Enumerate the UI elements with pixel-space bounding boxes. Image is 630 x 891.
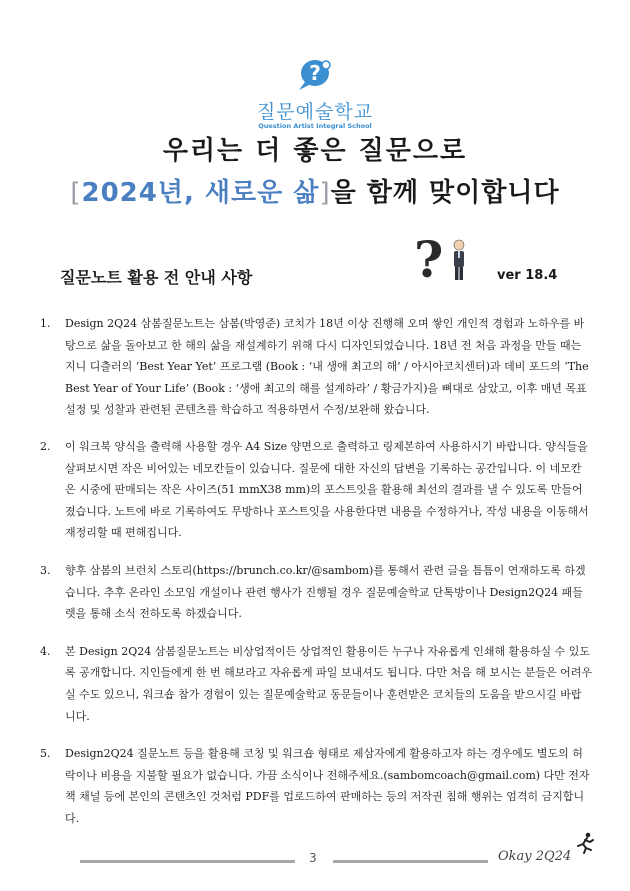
item-text: 향후 삼봄의 브런치 스토리(https://brunch.co.kr/@sambom)를 통해서 관련 글을 틈틈이 연재하도록 하겠습니다. 추후 온라인 소모임 개설이나 관련 행사가 진행될 경우 질문예술학교 단톡방이나 Design2Q24 패들렛을 통해 소식 전하도록 하겠습니다. bbox=[65, 563, 586, 621]
headline-line-2 bbox=[0, 172, 630, 209]
question-bubble-logo-icon bbox=[295, 58, 335, 96]
footer-divider-left bbox=[80, 860, 295, 863]
headline-highlight: 2024년, 새로운 삶 bbox=[81, 178, 320, 208]
headline-rest: 을 함께 맞이합니다 bbox=[330, 178, 560, 208]
guide-title: 질문노트 활용 전 안내 사항 bbox=[60, 268, 253, 287]
svg-text:?: ? bbox=[309, 61, 321, 85]
bracket-open: [ bbox=[70, 178, 82, 208]
item-text: Design2Q24 질문노트 등을 활용해 코칭 및 워크숍 형태로 제삼자에게 활용하고자 하는 경우에도 별도의 허락이나 비용을 지불할 필요가 없습니다. 가끔 소식이나 전해주세요.(sambomcoach@gmail.com) 다만 전자책 채널 등에 본인의 콘텐츠인 것처럼 PDF를 업로드하여 판매하는 등의 저작권 침해 행위는 엄격히 금지합니다. bbox=[65, 747, 590, 825]
guide-list bbox=[40, 313, 592, 829]
headline-line-1: 우리는 더 좋은 질문으로 bbox=[162, 136, 468, 166]
item-text: 이 워크북 양식을 출력해 사용할 경우 A4 Size 양면으로 출력하고 링제본하여 사용하시기 바랍니다. 양식들을 살펴보시면 작은 비어있는 네모칸들이 있습니다. 질문에 대한 자신의 답변을 기록하는 공간입니다. 이 네모칸은 시중에 판매되는 작은 사이즈(51 mmX38 mm)의 포스트잇을 활용해 최선의 결과를 낼 수 있도록 만들어졌습니다. 노트에 바로 기록하여도 무방하나 포스트잇을 사용한다면 내용을 수정하거나, 작성 내용을 이동해서 재정리할 때 편해집니다. bbox=[65, 439, 589, 540]
school-logo bbox=[0, 58, 630, 130]
svg-text:?: ? bbox=[414, 233, 444, 285]
list-item bbox=[40, 743, 592, 829]
page-number: 3 bbox=[309, 851, 317, 865]
bracket-close: ] bbox=[319, 178, 331, 208]
list-item bbox=[40, 436, 592, 544]
item-text: 본 Design 2Q24 삼봄질문노트는 비상업적이든 상업적인 활용이든 누구나 자유롭게 인쇄해 활용하실 수 있도록 공개합니다. 지인들에게 한 번 해보라고 자유롭게 파일 보내셔도 됩니다. 다만 처음 해 보시는 분들은 어려우실 수도 있으니, 워크숍 참가 경험이 있는 질문예술학교 동문들이나 훈련받은 코치들의 도움을 받으시길 바랍니다. bbox=[65, 644, 592, 723]
list-item bbox=[40, 560, 592, 625]
question-mark-person-icon bbox=[412, 233, 482, 289]
item-number: 2. bbox=[40, 439, 51, 453]
list-item bbox=[40, 313, 592, 421]
version-label: ver 18.4 bbox=[497, 268, 558, 283]
running-person-icon bbox=[574, 832, 596, 858]
item-number: 1. bbox=[40, 317, 51, 330]
footer-divider-right bbox=[333, 860, 488, 863]
school-english-name: Question Artist Integral School bbox=[258, 122, 372, 130]
school-name: 질문예술학교 bbox=[256, 101, 374, 123]
signature: Okay 2Q24 bbox=[498, 849, 572, 864]
item-text: Design 2Q24 삼봄질문노트는 삼봄(박영준) 코치가 18년 이상 진행해 오며 쌓인 개인적 경험과 노하우를 바탕으로 삶을 돌아보고 한 해의 삶을 재설계하기 위해 다시 디자인되었습니다. 18년 전 처음 과정을 만들 때는 지니 디츨러의 ‘Best Year Yet’ 프로그램 (Book : ‘내 생애 최고의 해’ / 아시아코치센터)과 데비 포드의 ‘The Best Year of Your Life’ (Book : ‘생애 최고의 해를 설계하라’ / 황금가지)을 뼈대로 삼았고, 이후 매년 목표설정 및 성찰과 관련된 콘텐츠를 학습하고 적용하면서 수정/보완해 왔습니다. bbox=[65, 317, 589, 417]
item-number: 3. bbox=[40, 563, 51, 577]
item-number: 5. bbox=[40, 747, 51, 761]
list-item bbox=[40, 641, 592, 727]
item-number: 4. bbox=[40, 644, 51, 658]
